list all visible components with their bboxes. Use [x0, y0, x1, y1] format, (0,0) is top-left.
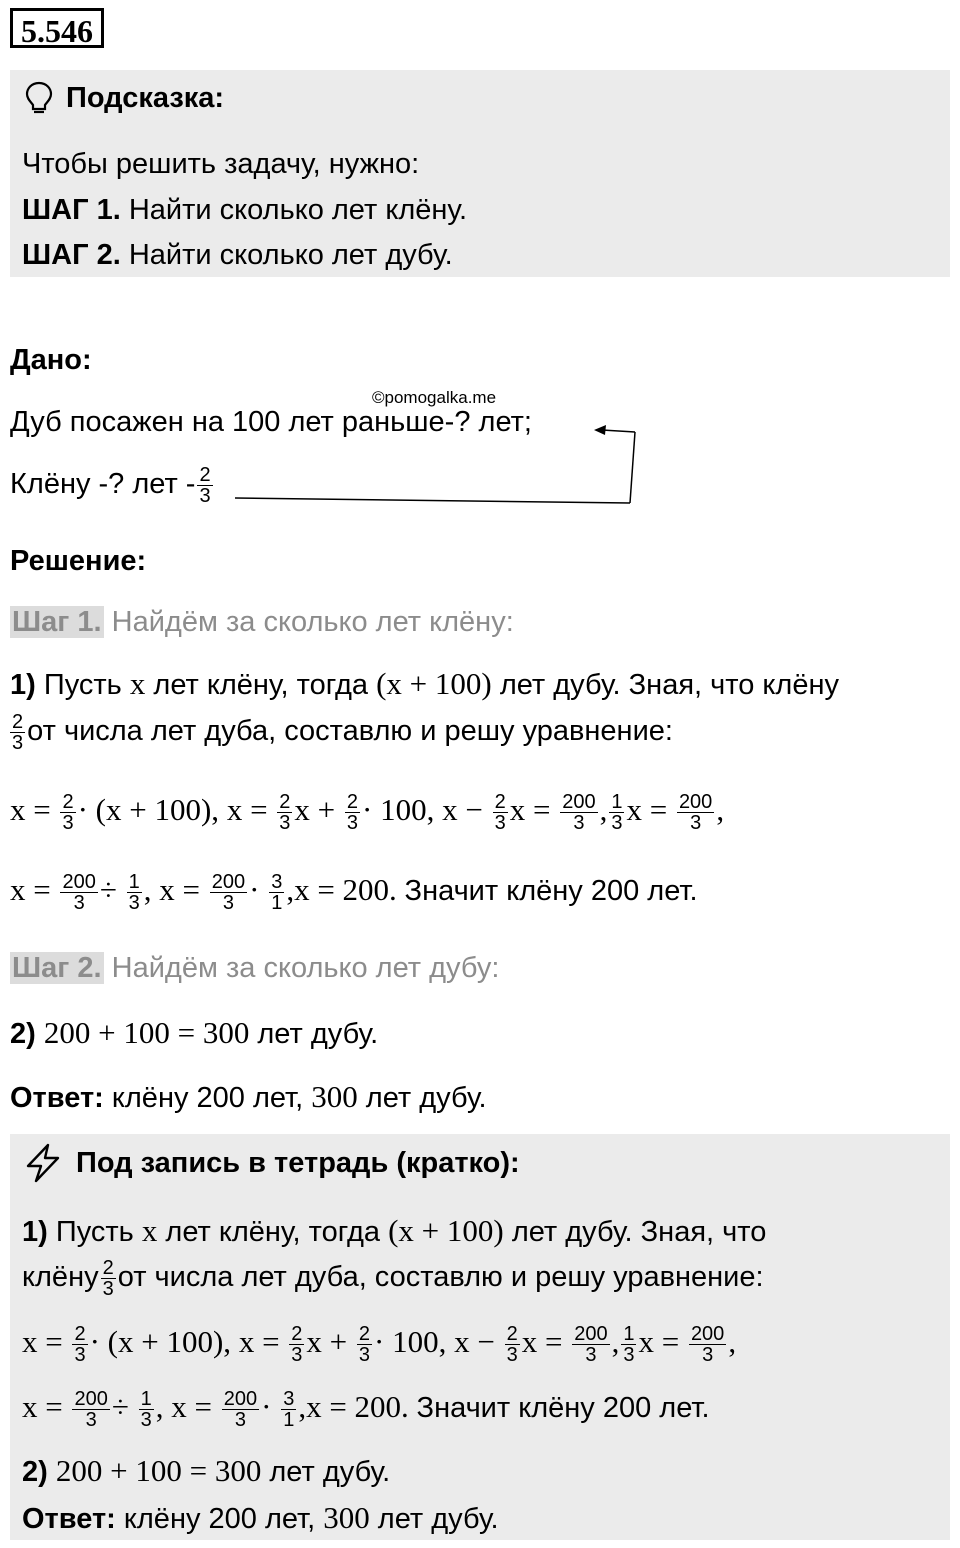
denominator: 3 [623, 1344, 635, 1367]
text: клёну 200 лет, [123, 1503, 316, 1535]
numerator: 200 [211, 871, 246, 894]
denominator: 3 [506, 1344, 518, 1367]
fraction [269, 872, 284, 913]
problem-number: 5.546 [10, 8, 104, 48]
fraction [60, 792, 75, 833]
fraction [197, 465, 212, 506]
denominator: 3 [102, 1278, 114, 1300]
numerator: 2 [12, 711, 24, 733]
numerator: 1 [140, 1388, 152, 1411]
lightbulb-icon [24, 80, 54, 116]
math: · 100, [362, 792, 435, 827]
text: лет клёну, тогда [153, 669, 369, 701]
hint-intro: Чтобы решить задачу, нужно: [22, 148, 420, 180]
item-number: 2) [10, 1018, 36, 1050]
denominator: 3 [358, 1344, 371, 1367]
step-2-label: Шаг 2. [12, 952, 102, 984]
item-number: 1) [22, 1216, 48, 1248]
math: ÷ [111, 1389, 129, 1424]
denominator: 3 [234, 1409, 246, 1432]
fraction [101, 1258, 116, 1299]
denominator: 3 [585, 1344, 597, 1367]
step-1-text: Найдём за сколько лет клёну: [111, 606, 514, 638]
hint-step-text: Найти сколько лет клёну. [128, 194, 468, 226]
numerator: 200 [223, 1388, 258, 1411]
numerator: 2 [494, 791, 506, 814]
numerator: 1 [128, 871, 140, 894]
denominator: 3 [12, 732, 24, 754]
notebook-title: Под запись в тетрадь (кратко): [76, 1147, 520, 1179]
text: лет клёну, тогда [165, 1216, 381, 1248]
item-number: 2) [22, 1456, 48, 1488]
math: · (x + 100), [89, 1324, 232, 1359]
numerator: 200 [562, 791, 596, 814]
given-heading: Дано: [10, 344, 92, 376]
math-expr: 200 + 100 = 300 [55, 1453, 262, 1488]
fraction [222, 1389, 259, 1430]
numerator: 1 [623, 1323, 635, 1346]
answer-label: Ответ: [22, 1503, 116, 1535]
denominator: 3 [62, 812, 74, 835]
notebook-step-2-line [22, 1453, 390, 1489]
fraction [72, 1389, 109, 1430]
math: x = [22, 1324, 63, 1359]
given-line-2 [10, 465, 215, 506]
text: лет дубу. [269, 1456, 391, 1488]
math-expr: (x + 100) [376, 666, 492, 701]
math: , [286, 872, 295, 907]
math: , [716, 792, 725, 827]
numerator: 200 [678, 791, 713, 814]
notebook-line-1 [22, 1213, 766, 1249]
conclusion-text: Значит клёну 200 лет. [404, 875, 698, 907]
text: лет дубу. [365, 1082, 487, 1114]
math: , [298, 1389, 307, 1424]
math-expr: 200 + 100 = 300 [43, 1015, 250, 1050]
text: лет дубу. Зная, что [511, 1216, 767, 1248]
fraction [277, 792, 292, 833]
denominator: 3 [74, 1344, 86, 1367]
fraction [10, 712, 25, 753]
fraction [357, 1324, 372, 1365]
solution-line-2 [8, 712, 673, 753]
numerator: 200 [74, 1388, 108, 1411]
given-line-1: Дуб посажен на 100 лет раньше-? лет; [10, 406, 532, 438]
numerator: 3 [271, 871, 283, 894]
math: · [249, 872, 260, 907]
given-line-2-text: Клёну -? лет - [10, 468, 196, 501]
numerator: 2 [506, 1323, 518, 1346]
notebook-answer-line [22, 1500, 499, 1536]
math: x = [238, 1324, 280, 1359]
denominator: 3 [702, 1344, 714, 1367]
lightning-icon [22, 1142, 64, 1184]
text: от числа лет дуба, составлю и решу уравнение: [27, 715, 673, 748]
answer-label: Ответ: [10, 1082, 104, 1114]
math: x = [626, 792, 668, 827]
math: · 100, [374, 1324, 447, 1359]
denominator: 1 [283, 1409, 295, 1432]
math: 300 [311, 1079, 358, 1114]
notebook-line-2 [22, 1258, 764, 1299]
denominator: 3 [291, 1344, 303, 1367]
numerator: 2 [291, 1323, 303, 1346]
relation-arrow [230, 420, 650, 510]
denominator: 3 [573, 812, 585, 835]
fraction [281, 1389, 296, 1430]
fraction [572, 1324, 609, 1365]
denominator: 3 [611, 812, 623, 835]
math: x = [509, 792, 551, 827]
conclusion-text: Значит клёну 200 лет. [416, 1392, 710, 1424]
notebook-equation-2 [22, 1389, 710, 1430]
math: , [599, 792, 608, 827]
text: Пусть [55, 1216, 134, 1248]
fraction [60, 872, 97, 913]
fraction [72, 1324, 87, 1365]
hint-step-label: ШАГ 1. [22, 194, 121, 226]
fraction [560, 792, 597, 833]
hint-title: Подсказка: [66, 82, 225, 114]
text: клёну [22, 1261, 99, 1294]
step-2-text: Найдём за сколько лет дубу: [111, 952, 500, 984]
text: Пусть [43, 669, 122, 701]
numerator: 3 [283, 1388, 295, 1411]
math: x = 200. [306, 1389, 409, 1424]
numerator: 200 [690, 1323, 725, 1346]
hint-step-label: ШАГ 2. [22, 239, 121, 271]
fraction [677, 792, 714, 833]
hint-step-1 [22, 194, 467, 227]
math: , [143, 872, 152, 907]
math: x + [306, 1324, 348, 1359]
math: x = [10, 872, 51, 907]
numerator: 2 [199, 464, 211, 486]
equation-line-1 [10, 792, 724, 833]
denominator: 3 [140, 1409, 152, 1432]
step-2-header [10, 952, 499, 985]
item-number: 1) [10, 669, 36, 701]
denominator: 3 [128, 892, 140, 915]
numerator: 2 [346, 791, 359, 814]
solution-step-2-line [10, 1015, 378, 1051]
math: · [261, 1389, 272, 1424]
math: x + [294, 792, 336, 827]
math: 300 [323, 1500, 370, 1535]
fraction [345, 792, 360, 833]
math-expr: (x + 100) [388, 1213, 504, 1248]
math: , [728, 1324, 737, 1359]
numerator: 200 [574, 1323, 608, 1346]
denominator: 3 [279, 812, 291, 835]
solution-line-1 [10, 666, 839, 702]
denominator: 3 [73, 892, 85, 915]
math: x = [159, 872, 200, 907]
denominator: 3 [690, 812, 702, 835]
fraction [139, 1389, 154, 1430]
hint-step-text: Найти сколько лет дубу. [128, 239, 453, 271]
watermark: ©pomogalka.me [372, 388, 497, 407]
step-1-header [10, 606, 514, 639]
fraction [210, 872, 247, 913]
math: x − [442, 792, 483, 827]
math: , [611, 1324, 620, 1359]
numerator: 2 [358, 1323, 371, 1346]
numerator: 200 [62, 871, 96, 894]
math: x = [22, 1389, 63, 1424]
math: x = [171, 1389, 212, 1424]
text: лет дубу. [257, 1018, 379, 1050]
denominator: 3 [494, 812, 506, 835]
equation-line-2 [10, 872, 698, 913]
fraction [127, 872, 142, 913]
fraction [505, 1324, 520, 1365]
math: · (x + 100), [77, 792, 220, 827]
notebook-equation-1 [22, 1324, 736, 1365]
fraction [689, 1324, 726, 1365]
math: x = [521, 1324, 563, 1359]
text: от числа лет дуба, составлю и решу уравнение: [117, 1261, 764, 1294]
math: , [155, 1389, 164, 1424]
solution-heading: Решение: [10, 545, 147, 577]
math: x − [454, 1324, 495, 1359]
numerator: 2 [62, 791, 74, 814]
denominator: 3 [222, 892, 234, 915]
fraction [493, 792, 508, 833]
math: x = [10, 792, 51, 827]
numerator: 2 [74, 1323, 86, 1346]
math: x = 200. [294, 872, 397, 907]
text: лет дубу. [377, 1503, 499, 1535]
step-1-label: Шаг 1. [12, 606, 102, 638]
math-var: x [129, 666, 146, 701]
answer-line [10, 1079, 487, 1115]
fraction [609, 792, 624, 833]
numerator: 1 [611, 791, 623, 814]
math: x = [638, 1324, 680, 1359]
math-var: x [141, 1213, 158, 1248]
fraction [621, 1324, 636, 1365]
denominator: 3 [85, 1409, 97, 1432]
hint-step-2 [22, 239, 453, 272]
text: клёну 200 лет, [111, 1082, 304, 1114]
fraction [289, 1324, 304, 1365]
denominator: 3 [199, 485, 211, 507]
numerator: 2 [102, 1257, 114, 1279]
math: ÷ [99, 872, 117, 907]
denominator: 3 [346, 812, 359, 835]
numerator: 2 [279, 791, 291, 814]
math: x = [226, 792, 268, 827]
text: лет дубу. Зная, что клёну [499, 669, 839, 701]
denominator: 1 [271, 892, 283, 915]
